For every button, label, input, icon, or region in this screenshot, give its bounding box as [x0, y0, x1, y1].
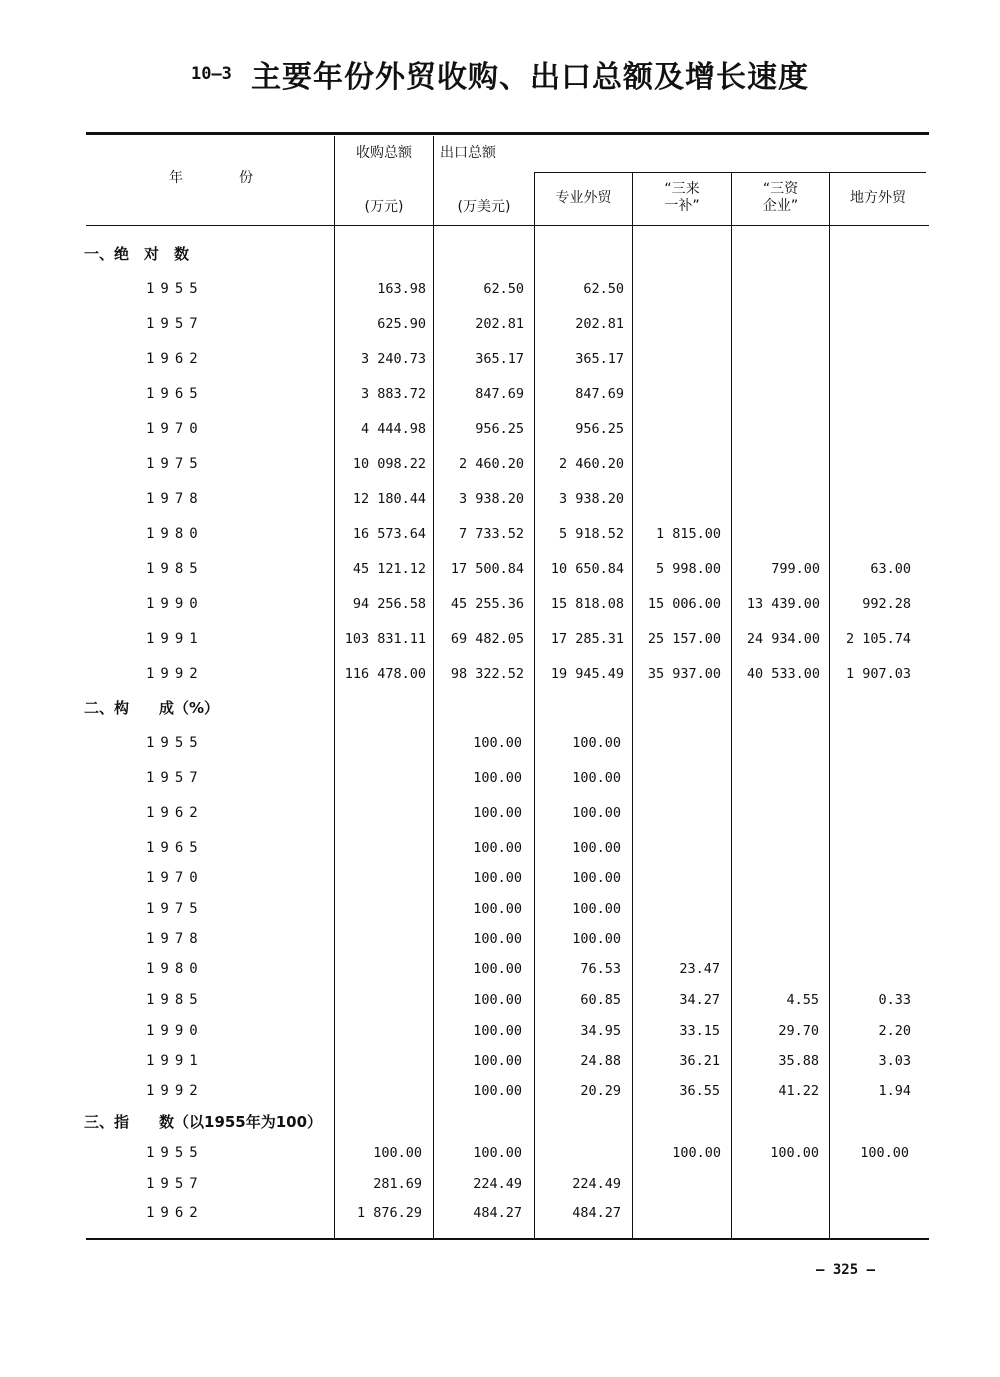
cell-export: 100.00 — [473, 770, 522, 786]
cell-export: 3 938.20 — [458, 491, 524, 507]
row-year: 1992 — [146, 666, 204, 682]
cell-professional: 100.00 — [572, 770, 621, 786]
cell-export: 100.00 — [473, 1083, 522, 1099]
cell-professional: 100.00 — [572, 840, 621, 856]
cell-export: 100.00 — [473, 1145, 522, 1161]
cell-professional: 956.25 — [575, 421, 624, 437]
row-year: 1980 — [146, 961, 204, 977]
cell-local: 3.03 — [878, 1053, 911, 1069]
cell-sanzi: 4.55 — [786, 992, 819, 1008]
header-export-unit: (万美元) — [457, 199, 511, 215]
section-label: 一、绝 对 数 — [84, 245, 190, 263]
header-year: 年 份 — [169, 170, 253, 186]
col-divider-1 — [334, 136, 335, 1238]
cell-sanlai: 36.21 — [679, 1053, 720, 1069]
section-label: 三、指 数（以1955年为100） — [84, 1113, 323, 1131]
row-year: 1957 — [146, 1176, 204, 1192]
cell-export: 45 255.36 — [450, 596, 524, 612]
cell-sanlai: 5 998.00 — [655, 561, 721, 577]
bottom-rule — [86, 1238, 929, 1240]
cell-professional: 100.00 — [572, 870, 621, 886]
row-year: 1991 — [146, 631, 204, 647]
col-divider-3 — [534, 173, 535, 1238]
cell-local: 63.00 — [870, 561, 911, 577]
cell-purchase: 3 883.72 — [360, 386, 426, 402]
cell-export: 100.00 — [473, 1053, 522, 1069]
cell-purchase: 625.90 — [377, 316, 426, 332]
cell-purchase: 12 180.44 — [352, 491, 426, 507]
row-year: 1970 — [146, 421, 204, 437]
header-sanzi: “三资 企业” — [762, 181, 799, 214]
row-year: 1962 — [146, 1205, 204, 1221]
cell-purchase: 16 573.64 — [352, 526, 426, 542]
top-rule — [86, 132, 929, 135]
cell-professional: 10 650.84 — [550, 561, 624, 577]
cell-sanlai: 15 006.00 — [647, 596, 721, 612]
row-year: 1955 — [146, 281, 204, 297]
cell-export: 100.00 — [473, 992, 522, 1008]
row-year: 1975 — [146, 456, 204, 472]
header-local: 地方外贸 — [850, 190, 906, 206]
cell-export: 100.00 — [473, 805, 522, 821]
cell-sanzi: 29.70 — [778, 1023, 819, 1039]
header-bottom-rule — [86, 225, 929, 226]
cell-sanzi: 40 533.00 — [746, 666, 820, 682]
cell-professional: 5 918.52 — [558, 526, 624, 542]
cell-export: 2 460.20 — [458, 456, 524, 472]
row-year: 1962 — [146, 805, 204, 821]
cell-professional: 847.69 — [575, 386, 624, 402]
row-year: 1991 — [146, 1053, 204, 1069]
cell-purchase: 3 240.73 — [360, 351, 426, 367]
cell-export: 62.50 — [483, 281, 524, 297]
cell-sanzi: 35.88 — [778, 1053, 819, 1069]
cell-local: 1.94 — [878, 1083, 911, 1099]
cell-purchase: 116 478.00 — [344, 666, 426, 682]
cell-purchase: 163.98 — [377, 281, 426, 297]
cell-export: 98 322.52 — [450, 666, 524, 682]
cell-purchase: 281.69 — [373, 1176, 422, 1192]
cell-professional: 100.00 — [572, 735, 621, 751]
header-purchase-unit: (万元) — [364, 199, 404, 215]
cell-professional: 365.17 — [575, 351, 624, 367]
row-year: 1992 — [146, 1083, 204, 1099]
row-year: 1965 — [146, 840, 204, 856]
header-export-total: 出口总额 — [440, 145, 496, 161]
cell-sanzi: 100.00 — [770, 1145, 819, 1161]
row-year: 1985 — [146, 992, 204, 1008]
cell-local: 0.33 — [878, 992, 911, 1008]
cell-export: 100.00 — [473, 1023, 522, 1039]
header-purchase-total: 收购总额 — [356, 145, 412, 161]
row-year: 1955 — [146, 1145, 204, 1161]
cell-export: 100.00 — [473, 901, 522, 917]
cell-purchase: 10 098.22 — [352, 456, 426, 472]
cell-export: 7 733.52 — [458, 526, 524, 542]
row-year: 1965 — [146, 386, 204, 402]
cell-sanzi: 41.22 — [778, 1083, 819, 1099]
cell-purchase: 45 121.12 — [352, 561, 426, 577]
cell-professional: 100.00 — [572, 931, 621, 947]
col-divider-6 — [829, 173, 830, 1238]
cell-sanlai: 100.00 — [672, 1145, 721, 1161]
cell-sanlai: 36.55 — [679, 1083, 720, 1099]
cell-sanlai: 35 937.00 — [647, 666, 721, 682]
section-label: 二、构 成（%） — [84, 699, 220, 717]
cell-purchase: 100.00 — [373, 1145, 422, 1161]
cell-professional: 24.88 — [580, 1053, 621, 1069]
cell-professional: 34.95 — [580, 1023, 621, 1039]
header-sanlai: “三来 一补” — [664, 181, 700, 214]
cell-export: 100.00 — [473, 840, 522, 856]
cell-professional: 202.81 — [575, 316, 624, 332]
page-number: — 325 — — [816, 1262, 876, 1278]
row-year: 1957 — [146, 316, 204, 332]
cell-local: 100.00 — [860, 1145, 909, 1161]
page-title — [0, 52, 1000, 96]
table-code: 10—3 — [190, 64, 232, 84]
row-year: 1990 — [146, 1023, 204, 1039]
cell-local: 992.28 — [862, 596, 911, 612]
cell-professional: 3 938.20 — [558, 491, 624, 507]
cell-export: 224.49 — [473, 1176, 522, 1192]
cell-sanzi: 799.00 — [771, 561, 820, 577]
cell-export: 100.00 — [473, 961, 522, 977]
cell-professional: 15 818.08 — [550, 596, 624, 612]
cell-purchase: 1 876.29 — [356, 1205, 422, 1221]
header-professional: 专业外贸 — [555, 190, 612, 206]
cell-export: 17 500.84 — [450, 561, 524, 577]
cell-professional: 19 945.49 — [550, 666, 624, 682]
export-subheader-rule — [534, 172, 926, 173]
cell-professional: 2 460.20 — [558, 456, 624, 472]
cell-sanlai: 34.27 — [679, 992, 720, 1008]
cell-sanlai: 25 157.00 — [647, 631, 721, 647]
cell-purchase: 94 256.58 — [352, 596, 426, 612]
cell-purchase: 103 831.11 — [344, 631, 426, 647]
row-year: 1990 — [146, 596, 204, 612]
cell-sanlai: 23.47 — [679, 961, 720, 977]
cell-export: 100.00 — [473, 931, 522, 947]
cell-export: 69 482.05 — [450, 631, 524, 647]
cell-professional: 100.00 — [572, 805, 621, 821]
cell-professional: 100.00 — [572, 901, 621, 917]
cell-professional: 20.29 — [580, 1083, 621, 1099]
cell-export: 202.81 — [475, 316, 524, 332]
cell-professional: 60.85 — [580, 992, 621, 1008]
row-year: 1955 — [146, 735, 204, 751]
cell-sanzi: 24 934.00 — [746, 631, 820, 647]
cell-export: 956.25 — [475, 421, 524, 437]
row-year: 1985 — [146, 561, 204, 577]
cell-sanlai: 1 815.00 — [655, 526, 721, 542]
row-year: 1978 — [146, 491, 204, 507]
cell-local: 1 907.03 — [845, 666, 911, 682]
row-year: 1980 — [146, 526, 204, 542]
cell-export: 100.00 — [473, 870, 522, 886]
row-year: 1970 — [146, 870, 204, 886]
cell-export: 365.17 — [475, 351, 524, 367]
cell-professional: 62.50 — [583, 281, 624, 297]
cell-sanzi: 13 439.00 — [746, 596, 820, 612]
table-title: 主要年份外贸收购、出口总额及增长速度 — [251, 60, 810, 95]
cell-professional: 484.27 — [572, 1205, 621, 1221]
row-year: 1978 — [146, 931, 204, 947]
cell-local: 2 105.74 — [845, 631, 911, 647]
cell-export: 484.27 — [473, 1205, 522, 1221]
cell-purchase: 4 444.98 — [360, 421, 426, 437]
col-divider-4 — [632, 173, 633, 1238]
cell-professional: 224.49 — [572, 1176, 621, 1192]
row-year: 1957 — [146, 770, 204, 786]
cell-export: 100.00 — [473, 735, 522, 751]
cell-sanlai: 33.15 — [679, 1023, 720, 1039]
cell-professional: 76.53 — [580, 961, 621, 977]
cell-local: 2.20 — [878, 1023, 911, 1039]
cell-professional: 17 285.31 — [550, 631, 624, 647]
col-divider-2 — [433, 136, 434, 1238]
row-year: 1962 — [146, 351, 204, 367]
cell-export: 847.69 — [475, 386, 524, 402]
col-divider-5 — [731, 173, 732, 1238]
row-year: 1975 — [146, 901, 204, 917]
